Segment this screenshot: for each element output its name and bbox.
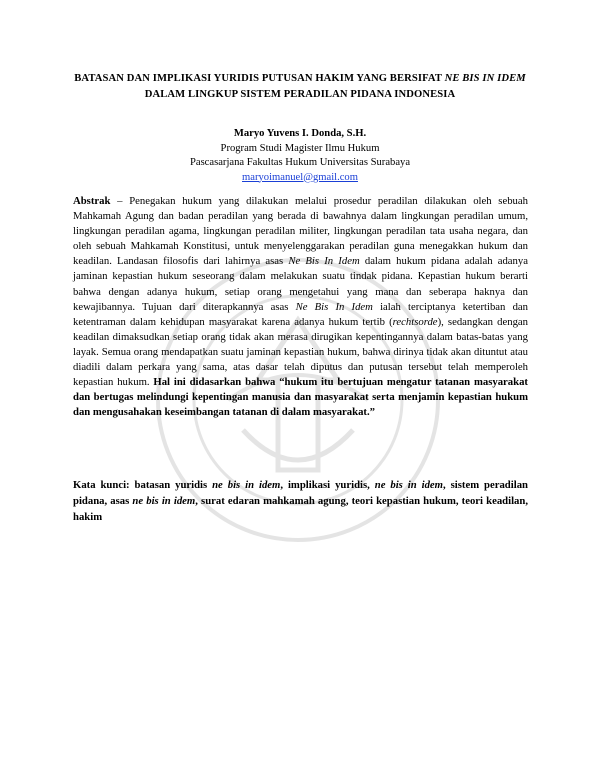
paper-title: BATASAN DAN IMPLIKASI YURIDIS PUTUSAN HAKIM YANG BERSIFAT NE BIS IN IDEM DALAM LINGKUP SISTEM PERADILAN PIDANA INDONESIA (74, 73, 526, 100)
keywords-paragraph: Kata kunci: batasan yuridis ne bis in idem, implikasi yuridis, ne bis in idem, sistem peradilan pidana, asas ne bis in idem, surat edaran mahkamah agung, teori kepastian hukum, teori keadilan, hakim (73, 479, 529, 523)
author-block (60, 127, 540, 185)
author-program: Program Studi Magister Ilmu Hukum (220, 142, 380, 154)
author-email-link[interactable]: maryoimanuel@gmail.com (242, 171, 358, 183)
author-name: Maryo Yuvens I. Donda, S.H. (233, 128, 367, 139)
abstract-paragraph: Abstrak – Penegakan hukum yang dilakukan melalui prosedur peradilan dilakukan oleh sebuah Mahkamah Agung dan badan peradilan yang berada di bawahnya dalam lingkungan peradilan umum, lingkungan peradilan agama, lingkungan peradilan militer, lingkungan peradilan tata usaha negara, dan oleh sebuah Mahkamah Konstitusi, untuk menyelenggarakan peradilan guna menegakkan hukum dan keadilan. Landasan filosofis dari lahirnya asas Ne Bis In Idem dalam hukum pidana adalah adanya jaminan kepastian hukum seseorang dalam melakukan suatu tindak pidana. Kepastian hukum berarti bahwa dengan adanya hukum, setiap orang mengetahui yang mana dan seberapa haknya dan kewajibannya. Tujuan dari diterapkannya asas Ne Bis In Idem ialah terciptanya ketertiban dan ketentraman dalam kehidupan masyarakat karena adanya hukum tertib (rechtsorde), sedangkan dengan keadilan dimaksudkan setiap orang tidak akan merasa dirugikan kepentingannya dalam batas-batas yang layak. Semua orang mendapatkan suatu jaminan kepastian hukum, bahwa dirinya tidak akan dituntut atau diadili dalam perkara yang sama, atas dasar telah diputus dan putusan tersebut telah memperoleh kepastian hukum. Hal ini didasarkan bahwa “hukum itu bertujuan mengatur tatanan masyarakat dan bertugas melindungi kepentingan manusia dan masyarakat serta menjamin kepastian hukum dan mengusahakan keseimbangan tatanan di dalam masyarakat.” (73, 195, 529, 419)
abstract-label: Abstrak (73, 195, 111, 207)
author-faculty: Pascasarjana Fakultas Hukum Universitas Surabaya (189, 157, 411, 168)
